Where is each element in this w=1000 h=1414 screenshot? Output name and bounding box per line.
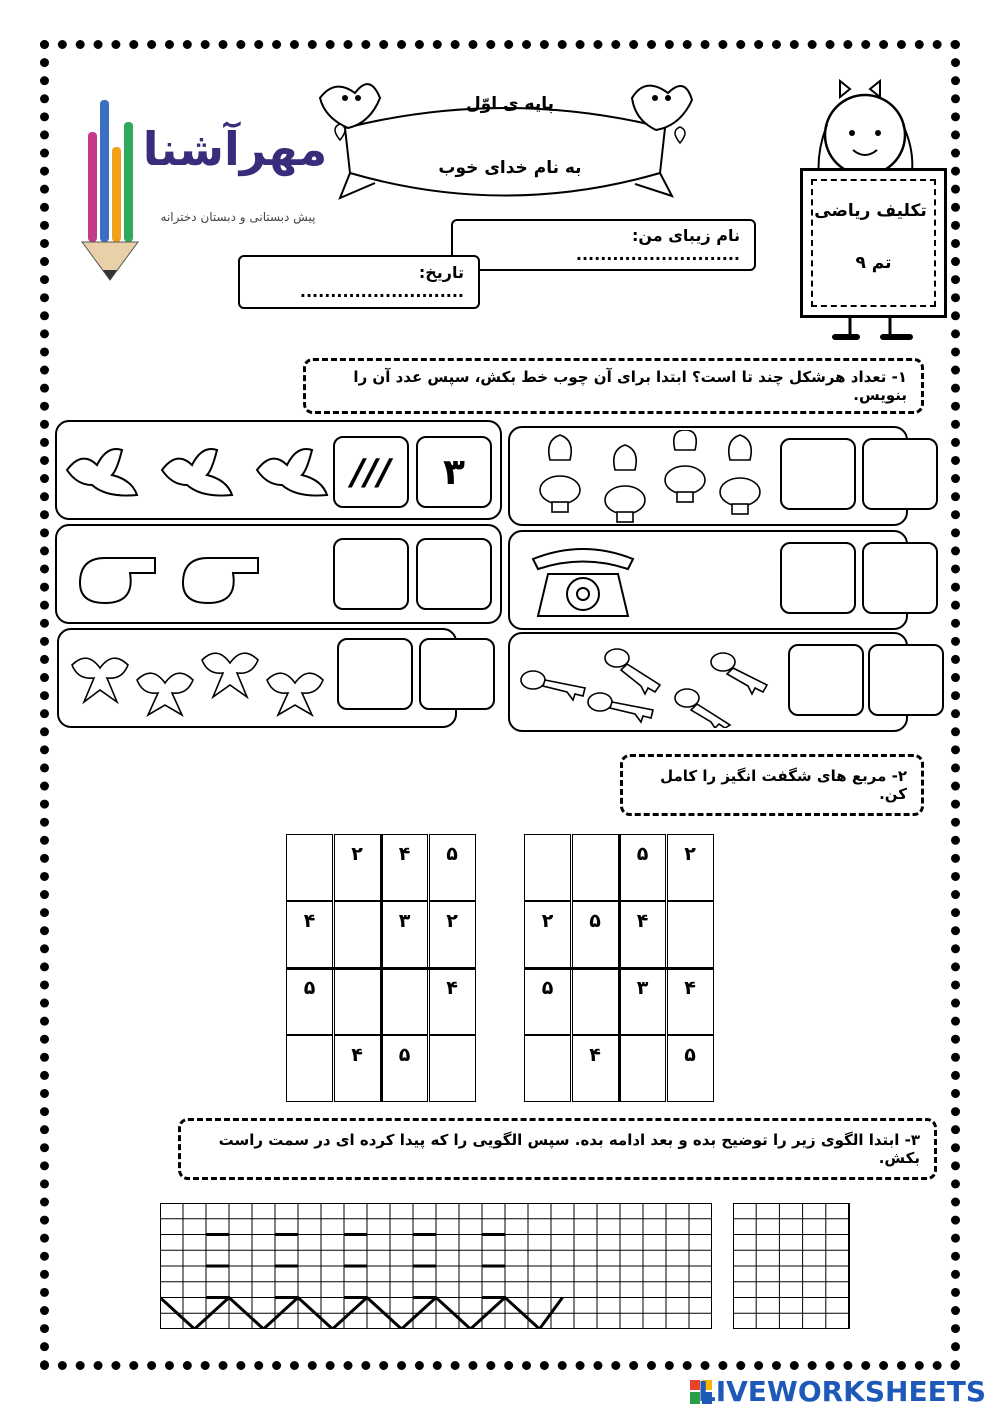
sudoku-cell[interactable] <box>619 1035 666 1102</box>
example-number: ۳ <box>443 451 465 493</box>
number-box-whistles[interactable] <box>416 538 492 610</box>
logo-subtitle: پیش دبستانی و دبستان دخترانه <box>160 210 316 224</box>
sudoku-cell: ۲ <box>334 834 381 901</box>
sudoku-cell: ۴ <box>334 1035 381 1102</box>
q3-instruction-box <box>178 1118 937 1180</box>
brand-name: LIVEWORKSHEETS <box>697 1375 986 1408</box>
subject-title: تکلیف ریاضی <box>814 201 927 221</box>
number-box-example[interactable] <box>416 436 492 508</box>
sudoku-cell: ۴ <box>381 834 428 901</box>
sudoku-right <box>524 834 714 1102</box>
sudoku-cell: ۲ <box>429 901 476 968</box>
theme-number: تم ۹ <box>855 253 892 273</box>
sudoku-cell[interactable] <box>572 834 619 901</box>
count-panel-bows <box>57 628 457 728</box>
q1-instruction: ۱- تعداد هرشکل چند تا است؟ ابتدا برای آن چوب خط بکش، سپس عدد آن را بنویس. <box>353 368 907 404</box>
sudoku-cell: ۵ <box>619 834 666 901</box>
sudoku-cell: ۵ <box>429 834 476 901</box>
logo-title: مهرآشنا <box>142 122 328 176</box>
sudoku-cell[interactable] <box>667 901 714 968</box>
sudoku-cell[interactable] <box>334 968 381 1035</box>
sudoku-cell[interactable] <box>429 1035 476 1102</box>
sudoku-cell: ۳ <box>381 901 428 968</box>
sudoku-cell: ۴ <box>286 901 333 968</box>
whistle-icon <box>75 548 275 608</box>
sudoku-cell: ۵ <box>286 968 333 1035</box>
count-panel-telephone <box>508 530 908 630</box>
date-field[interactable] <box>238 255 480 309</box>
name-field[interactable] <box>451 219 756 271</box>
count-panel-keys <box>508 632 908 732</box>
liveworksheets-footer <box>688 1372 998 1412</box>
tally-box-keys[interactable] <box>788 644 864 716</box>
sudoku-cell: ۲ <box>667 834 714 901</box>
sudoku-cell[interactable] <box>381 968 428 1035</box>
tally-box-lamps[interactable] <box>780 438 856 510</box>
grade-title: پایه ی اوّل <box>465 94 555 114</box>
oil-lamp-icon <box>530 430 790 526</box>
subject-board <box>800 168 947 318</box>
sudoku-cell[interactable] <box>524 834 571 901</box>
name-label: نام زیبای من: ........................... <box>575 226 740 264</box>
q2-instruction-box <box>620 754 924 816</box>
bow-icon <box>62 640 337 720</box>
school-logo <box>70 92 335 282</box>
pencil-logo-icon <box>70 92 335 282</box>
sudoku-cell: ۴ <box>429 968 476 1035</box>
count-panel-doves <box>55 420 502 520</box>
sudoku-cell: ۴ <box>572 1035 619 1102</box>
pattern-grid-main[interactable] <box>160 1203 712 1329</box>
sudoku-cell: ۴ <box>619 901 666 968</box>
count-panel-whistles <box>55 524 502 624</box>
bismillah-title: به نام خدای خوب <box>438 158 582 178</box>
number-box-keys[interactable] <box>868 644 944 716</box>
sudoku-cell: ۳ <box>619 968 666 1035</box>
tally-box-example[interactable] <box>333 436 409 508</box>
sudoku-cell: ۲ <box>524 901 571 968</box>
tally-box-whistles[interactable] <box>333 538 409 610</box>
telephone-icon <box>528 544 638 624</box>
number-box-lamps[interactable] <box>862 438 938 510</box>
sudoku-cell[interactable] <box>334 901 381 968</box>
banner-ribbon-icon <box>300 68 710 208</box>
pattern-grid-answer[interactable] <box>733 1203 850 1329</box>
number-box-telephone[interactable] <box>862 542 938 614</box>
sudoku-cell[interactable] <box>286 834 333 901</box>
sudoku-cell: ۵ <box>381 1035 428 1102</box>
tally-box-bows[interactable] <box>337 638 413 710</box>
tally-box-telephone[interactable] <box>780 542 856 614</box>
sudoku-cell[interactable] <box>524 1035 571 1102</box>
number-box-bows[interactable] <box>419 638 495 710</box>
sudoku-left <box>286 834 476 1102</box>
sudoku-cell: ۵ <box>667 1035 714 1102</box>
sudoku-cell: ۵ <box>524 968 571 1035</box>
example-tally: /// <box>351 451 391 493</box>
sudoku-cell: ۴ <box>667 968 714 1035</box>
q1-instruction-box <box>303 358 924 414</box>
count-panel-lamps <box>508 426 908 526</box>
sudoku-cell[interactable] <box>572 968 619 1035</box>
sudoku-cell[interactable] <box>286 1035 333 1102</box>
q3-instruction: ۳- ابتدا الگوی زیر را توضیح بده و بعد ادامه بده. سپس الگویی را که پیدا کرده ای در سمت راست بکش. <box>218 1131 920 1167</box>
dove-icon <box>62 440 332 510</box>
date-label: تاریخ: ........................... <box>299 263 464 301</box>
key-icon <box>515 640 785 728</box>
q2-instruction: ۲- مربع های شگفت انگیز را کامل کن. <box>660 767 907 803</box>
sudoku-cell: ۵ <box>572 901 619 968</box>
